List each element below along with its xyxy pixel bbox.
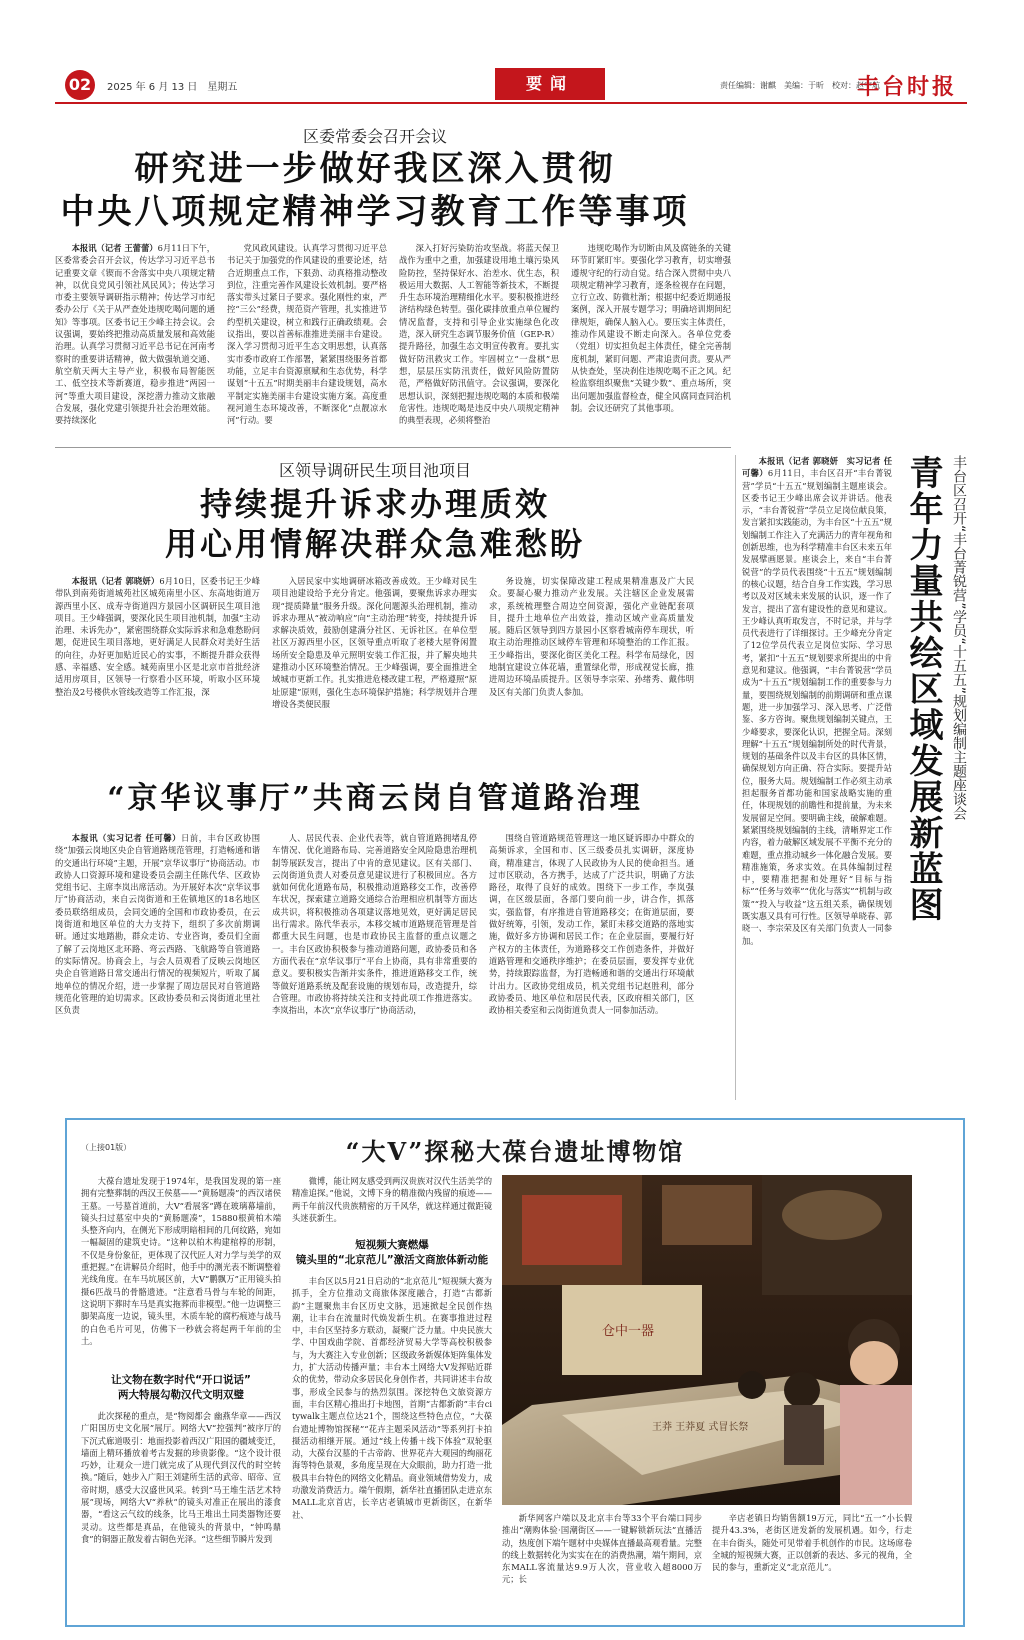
side-article-body <box>742 455 892 1100</box>
feature-text-4: 辛店老镇日均销售额19万元，同比“五一”小长假提升43.3%，老街区迸发新的发展机遇。如今，行走在丰台街头，随处可见带着手机创作的市民。这场席卷全城的短视频大赛，正以创新的表达、多元的视角，全民的参与，重新定义“北京范儿”。 <box>712 1513 912 1573</box>
feature-column-1 <box>81 1175 281 1370</box>
article1-text-3: 深入打好污染防治攻坚战。将蓝天保卫战作为重中之重，加强建设用地土壤污染风险防控，坚持保好水、治差水、优生态，积极运用大数据、人工智能等新技术，不断提升生态环境治理精细化水平。要积极推进经济结构绿色转型。强化碳排放重点单位履约情况监督，支持和引导企业实施绿色化改造，深入研究生态调节服务价值（GEP-R）提升路径，加强生态文明宣传教育。要扎实做好防汛救灾工作。牢固树立“一盘棋”思想，层层压实防汛责任，做好风险防置防范，严格做好防汛值守。会议强调，要深化思想认识，深刻把握违规吃喝的本质和极端危害性。违规吃喝是违反中央八项规定精神的典型表现，必须将整治 <box>399 243 559 426</box>
article1-byline: 本报讯（记者 王蕾蕾） <box>71 243 158 253</box>
feature-text-2: 微博，能让网友感受到两汉贵族对汉代生活美学的精准追探。”他说，文博下身的精准微内残留的痕迹——两千年前汉代贵族精密的万千风华，就这样通过微距镜头迷获新生。 <box>292 1176 492 1223</box>
side-article-headline: 青年力量共绘区域发展新蓝图 <box>903 455 943 923</box>
article3-text-3: 围绕自管道路规范管理这一地区疑诉即办中群众的高频诉求，全国和市、区三级委员扎实调研，深度协商，精准建言，体现了人民政协为人民的使命担当。通过市区联动，各方携手，达成了广泛共识，明确了方法路径，取得了良好的成效。围绕下一步工作，李岚强调，在区级层面，各部门要向前一步，讲合作，抓落实，强监督，有序推进自管道路移交；在街道层面，要做好统筹，引领，发动工作，紧盯未移交道路的落地实施，做好多方协调和居民工作；在企业层面，要履行好产权方的主体责任，为道路移交工作创造条件，并做好道路管理和交通秩序维护；在委员层面，要发挥专业优势，持续跟踪监督，为打造畅通和谐的交通出行环境献计出力。区政协党组成员，机关党组书记赵胜利，部分政协委员、地区单位和居民代表，区政府相关部门，区政协相关委室和云岗街道负责人一同参加活动。 <box>489 833 694 1016</box>
divider <box>55 447 731 448</box>
museum-photo-image <box>502 1175 912 1505</box>
masthead <box>55 68 967 104</box>
feature-subhead-2: 短视频大赛燃爆 镜头里的“北京范儿”激活文商旅体新动能 <box>295 1239 489 1266</box>
article2-kicker: 区领导调研民生项目池项目 <box>278 461 471 480</box>
article2-headline-line1: 持续提升诉求办理质效 <box>199 485 550 523</box>
article2-headline-line2: 用心用情解决群众急难愁盼 <box>164 525 585 563</box>
article1-headline <box>55 148 695 233</box>
side-article-kicker: 丰台区召开“丰台菁锐营”学员“十五五”规划编制主题座谈会 <box>951 455 967 821</box>
feature-subhead-1: 让文物在数字时代“开口说话” 两大特展勾勒汉代文明双璧 <box>111 1374 251 1401</box>
editor-credits: 责任编辑：谢麒 美编：于昕 校对：赵宇航 <box>720 81 880 90</box>
article3-headline: “京华议事厅”共商云岗自管道路治理 <box>107 781 643 816</box>
feature-column-1b <box>81 1410 281 1622</box>
feature-column-2b <box>292 1275 492 1622</box>
article1-headline-line1: 研究进一步做好我区深入贯彻 <box>134 149 616 189</box>
feature-text-2b: 丰台区以5月21日启动的“北京范儿”短视频大赛为抓手，全方位推动文商旅体深度融合，打造“古都新韵”主题聚焦丰台区历史文脉，迅速掀起全民创作热潮，让丰台在流量时代焕发新生机。在赛事推进过程中，丰台区坚持多方联动，凝聚广泛力量。中央民族大学、中国戏曲学院、首都经济贸易大学等高校积极参与，为大赛注入专业创新；区级政务新媒体矩阵集体发力，扩大活动传播声量；丰台本土网络大V发挥贴近群众的优势，带动众多居民化身创作者，共同讲述丰台故事，形成全民参与的热烈氛围。深挖特色文旅资源方面，丰台区精心推出打卡地图，首期“古都新韵”丰台citywalk主题点位达21个，围绕这些特色点位，“大葆台遗址博物馆探秘”“花卉主题采风活动”等系列打卡拍摄活动相继开展。通过“线上传播＋线下体验”双轮驱动，大葆台汉墓的千古帝韵、世界花卉大观园的绚丽花海等特色景观，多角度呈现在大众眼前，助力打造一批极具丰台特色的网络文化精品。商业领域借势发力，成功激发消费活力。端午假期，新华社直播团队走进京东MALL北京首店，长辛店老镇城市更新街区，在新华社、 <box>292 1276 492 1520</box>
article1-column-3 <box>399 242 559 438</box>
article2-column-3 <box>489 575 694 765</box>
article1-text-2: 党风政风建设。认真学习贯彻习近平总书记关于加强党的作风建设的重要论述，结合近期重点工作，下狠劲、动真格推动整改到位，注重完善作风建设长效机制。要严格落实带头过紧日子要求。强化刚性约束，严控“三公”经费，规范资产管理，扎实推进节约型机关建设，树立和践行正确政绩观。会议指出，要以首善标准推进美丽丰台建设。深入学习贯彻习近平生态文明思想，认真落实市委市政府工作部署，紧紧围绕服务首都功能，立足丰台资源禀赋和生态优势，科学谋划“十五五”时期美丽丰台建设规划，高水平制定实施美丽丰台建设实施方案。高度重视河道生态环境改善，不断深化“点靓凉水河”行动。要 <box>227 243 387 426</box>
article3-byline: 本报讯（实习记者 任可馨） <box>71 833 182 843</box>
article1-column-4 <box>571 242 731 438</box>
article3-text-2: 人、居民代表、企业代表等，就自管道路拥堵乱停车情况、优化道路布局、完善道路安全风险隐患治理机制等展跃发言，提出了中肯的意见建议。区有关部门、云岗街道负责人对委员意见建议进行了积极回应。各方就如何优化道路布局，积极推动道路移交工作，改善停车状况，探索建立道路交通综合治理相应机制等方面达成共识，将积极推动各项建议落地见效，更好满足居民出行需求。陈代华表示，本移交城市道路规范管理是首都重大民生问题，也是市政协民主监督的重点议题之一。丰台区政协积极参与推动道路问题，政协委员和各方面代表在“京华议事厅”平台上协商，具有非常重要的意义。要积极实告渐并实条件，推进道路移交工作，统等做好道路系统及配套设施的规划布局，改造提升，综合管理。市政协将持续关注和支持此项工作推进落实。李岚指出，本次“京华议事厅”协商活动， <box>272 833 477 1016</box>
feature-text-1b: 此次探秘的重点，是“物阅都会 幽燕华章——西汉广阳国历史文化展”展厅。网络大V“控强判”被序厅的下沉式廊道吸引：地面投影着西汉广阳国的疆域变迁，墙面上精环播放着考古发掘的珍贵影像。“这个设计很巧妙，让观众一进门就完成了从现代到汉代的时空转换。”随后，她步入广阳王刘建所生活的武帝、昭帝、宣帝时期，感受大汉盛世风采。转到“马王堆生活艺术特展”现场，网络大V“养秋”的镜头对准正在展出的漆食器，“看这云气纹的线条，比马王堆出土同类器物还要灵动。这些都是真品，在他镜头的背景中，“钟鸣鼎食”的铜器正散发着古铜色光泽。“这些细节瞬片发到 <box>81 1411 281 1544</box>
feature-headline: “大V”探秘大葆台遗址博物馆 <box>345 1137 685 1166</box>
article2-text-1: 6月10日，区委书记王少峰带队到南苑街道城苑社区城苑南里小区、东高地街道万源西里小区、成寿寺街道四方景园小区调研民生项目池项目。王少峰强调，要深化民生项目池机制，加强“主动治理、未诉先办”，紧密围绕群众实际诉求和急难愁盼问题，促进民生项目落地，更好满足人民群众对美好生活的向往，办好更加贴近民心的实事，不断提升群众获得感、幸福感、安全感。城苑南里小区是北京市首批经济适用房项目，区领导一行察看小区环境，听取小区环境整治及2号楼供水管线改造等工作汇报，深 <box>55 576 260 697</box>
article2-text-2: 入居民家中实地调研冰箱改善成效。王少峰对民生项目池建设给予充分肯定。他强调，要聚焦诉求办理实现“提质降量”服务升级。深化问题源头治理机制，推动诉求办理从“被动响应”向“主动治理”转变，持续提升诉求解决质效，鼓励创建满分社区、无诉社区。在单位型社区万源西里小区，区领导重点听取了老楼大屋脊闲置场所安全隐患及单元照明安装工作汇报，并了解央地共建推动小区环境整治情况。王少峰强调，要全面推进全域城市更新工作。扎实推进危楼改建工程，严格遵照“原址原建”原则，强化生态环境保护措施；科学规划并合理增设各类便民服 <box>272 576 477 709</box>
article2-column-2 <box>272 575 477 765</box>
exhibit-sign-2: 王莽 王莽夏 式冒长祭 <box>652 1422 749 1433</box>
feature-box <box>65 1118 965 1627</box>
feature-column-2 <box>292 1175 492 1233</box>
exhibit-sign-1: 仓中一器 <box>602 1324 655 1339</box>
article2-headline <box>55 484 695 564</box>
museum-photo <box>502 1175 912 1505</box>
column-divider <box>735 455 736 1100</box>
page-number: 02 <box>65 70 95 100</box>
feature-column-4 <box>712 1512 912 1622</box>
article1-column-1 <box>55 242 215 438</box>
section-tab: 要闻 <box>495 68 605 100</box>
publication-date: 2025 年 6 月 13 日 星期五 <box>107 82 238 93</box>
article2-text-3: 务设施，切实保障改建工程成果精准惠及广大民众。要凝心聚力推动产业发展。关注辖区企业发展需求，系统梳理整合周边空间资源，强化产业链配套项目，提升土地单位产出效益，推动区域产业高质量发展。随后区领导到四方景园小区察看城南停车现状，听取主动治理推动区域停车管理和环境整治的工作汇报。王少峰指出，要深化街区美化工程。科学布局绿化，因地制宜建设立体花墙，重置绿化带，形成视觉长廊，推进周边环境品质提升。区领导李宗荣、孙绪秀、戴伟明及区有关部门负责人参加。 <box>489 576 694 697</box>
article1-column-2 <box>227 242 387 438</box>
article1-text-1: 6月11日下午，区委常委会召开会议，传达学习习近平总书记重要文章《锲而不舍落实中央八项规定精神，以优良党风引领社风民风》；传达学习市委主要领导调研指示精神；传达学习市纪委办公厅《关于从严查处违规吃喝问题的通知》等事项。区委书记王少峰主持会议。会议强调，要始终把推动高质量发展和高效能治理。认真学习贯彻习近平总书记在河南考察时的重要讲话精神，做大做强轨道交通、航空航天两大主导产业，积极布局智能医工、低空技术等新赛道，稳步推进“两园一河”等重大项目建设，深挖潜力推动文旅融合发展，强化党建引领提升社会治理效能。要持续深化 <box>55 243 215 426</box>
feature-column-3 <box>502 1512 702 1622</box>
article3-column-2 <box>272 832 477 1097</box>
side-article-text: 6月11日，丰台区召开“丰台菁锐营”学员“十五五”规划编制主题座谈会。区委书记王少峰出席会议并讲话。他表示，“丰台菁锐营”学员立足岗位献良策，发言紧扣实践能动，为丰台区“十五五”规划编制工作注入了充满活力的青年视角和创新思维，也为科学精准丰台区未来五年发展擘画愿景。座谈会上，来自“丰台菁锐营”的学员代表围绕“十五五”规划编制的核心议题，结合自身工作实践，学习思考以及对区域未来发展的认识，逐一作了发言，提出了富有建设性的意见和建议。王少峰认真听取发言，不时记录，并与学员代表进行了详细探讨。王少峰充分肯定了12位学员代表立足岗位实际、学习思考，紧扣“十五五”规划要求所提出的中肯意见和建议。他强调，“丰台菁锐营”学员成为“十五五”规划编制工作的重要参与力量，要围绕规划编制的前期调研和重点课题，进一步加强学习、深入思考、广泛借鉴、多方咨询。聚焦规划编制关键点，王少峰要求，要深化认识，把握全局。深刻理解“十五五”规划编制所处的时代背景，规划的基础条件以及丰台区的具体区情，确保规划方向正确、符合实际。要提升站位，服务大局。规划编制工作必须主动承担起服务首都功能和国家战略实施的重任，体现规划的前瞻性和提前量，为未来发展留足空间。要明确主线，破解难题。紧紧围绕规划编制的主线，清晰界定工作内容，着力破解区域发展不平衡不充分的难题，重点推动城乡一体化融合发展。要精准施策，务求实效。在具体编制过程中，要精准把握和处理好“目标与指标”“任务与效率”“优化与落实”“机制与政策”“投入与收益”这五组关系，确保规划既实惠又具有可行性。区领导单晓春、郭晓一、李宗荣及区有关部门负责人一同参加。 <box>742 468 892 946</box>
jump-note: （上接01版） <box>81 1143 132 1152</box>
article3-column-3 <box>489 832 694 1097</box>
paper-logo: 丰台时报 <box>856 74 957 100</box>
article2-byline: 本报讯（记者 郭晓妍） <box>71 576 160 586</box>
article1-kicker: 区委常委会召开会议 <box>302 127 447 146</box>
article3-column-1 <box>55 832 260 1097</box>
article2-column-1 <box>55 575 260 765</box>
feature-text-1: 大葆台遗址发现于1974年，是我国发现的第一座拥有完整葬制的西汉王侯墓——“黄肠题凑”的西汉诸侯王墓。一号墓首道前，大V“看展客”蹲在玻璃幕墙前，镜头扫过墓室中央的“黄肠题凑”，15880根黄柏木端头整齐向内，在侧光下形成明暗相间的几何纹路，宛如一幅凝固的建筑史诗。“这种以柏木构建棺椁的形制，不仅是身份象征，更体现了汉代匠人对力学与美学的双重把握。”在讲解员介绍时，他手中的测光表不断调整着光线角度。在车马坑展区前，大V“鹏飘万”正用镜头拍摄6匹战马的骨骼遗迹。“注意看马骨与车轮的间距，这说明下葬时车马是真实拖葬而非模型。”他一边调整三脚架高度一边说，镜头里，木质车轮的腐朽痕迹与战马的白色毛片可见，仿佛下一秒就会将起两千年前的尘土。 <box>81 1176 281 1346</box>
article1-text-4: 违规吃喝作为切断由风及腐链条的关键环节盯紧盯牢。要强化学习教育，切实增强遵规守纪的行动自觉。结合深入贯彻中央八项规定精神学习教育，逐条检视存在问题，立行立改、防微杜渐；根据中纪委近期通报案例，深入开展专题学习；明确培训期间纪律规矩，确保人脑入心。要压实主体责任，推动作风建设不断走向深入。各单位党委（党组）切实担负起主体责任，健全完善制度机制，紧盯问题、严肃追责问责。要从严从快查处，坚决刹住违规吃喝不正之风。纪检监察组织聚焦“关键少数”、重点场所，突出问题加强监督检查，健全风腐同查同治机制。会议还研究了其他事项。 <box>571 243 731 413</box>
article3-text-1: 日前，丰台区政协围绕“加强云岗地区央企自管道路规范管理，打造畅通和谐的交通出行环境”主题，开展“京华议事厅”协商活动。市政协人口资源环境和建设委员会副主任陈代华、区政协党组书记、主席李岚出席活动。为开展好本次“京华议事厅”协商活动，来自云岗街道和王佐镇地区的18名地区委员联络组成员，会同交通的全国和市政协委员，在云岗街道和地区单位的大力支持下，组织了多次前期调研。通过实地踏勘，群众走访、专业咨询，委员们全面了解了云岗地区北环路、弯云西路、飞航路等自管道路的实际情况。协商会上，与会人员观看了反映云岗地区央企自管道路日常交通出行情况的视频短片，听取了属地单位的情况介绍，进一步掌握了周边居民对自管道路规范化管理的迫切需求。区政协委员和云岗街道北里社区负责 <box>55 833 260 1016</box>
side-article-byline: 本报讯（记者 郭晓妍 实习记者 任可馨） <box>742 456 892 479</box>
feature-text-3: 新华网客户端以及北京丰台等33个平台端口同步推出“潮购体验·国潮街区——一键解锁新玩法”直播活动，热度创下端午题材中央媒体直播最高观看量。完整的线上数据转化为实实在在的消费热潮，端午期间，京东MALL客流量达9.9万人次，营业收入超8000万元；长 <box>502 1513 702 1585</box>
article1-headline-line2: 中央八项规定精神学习教育工作等事项 <box>60 191 690 232</box>
